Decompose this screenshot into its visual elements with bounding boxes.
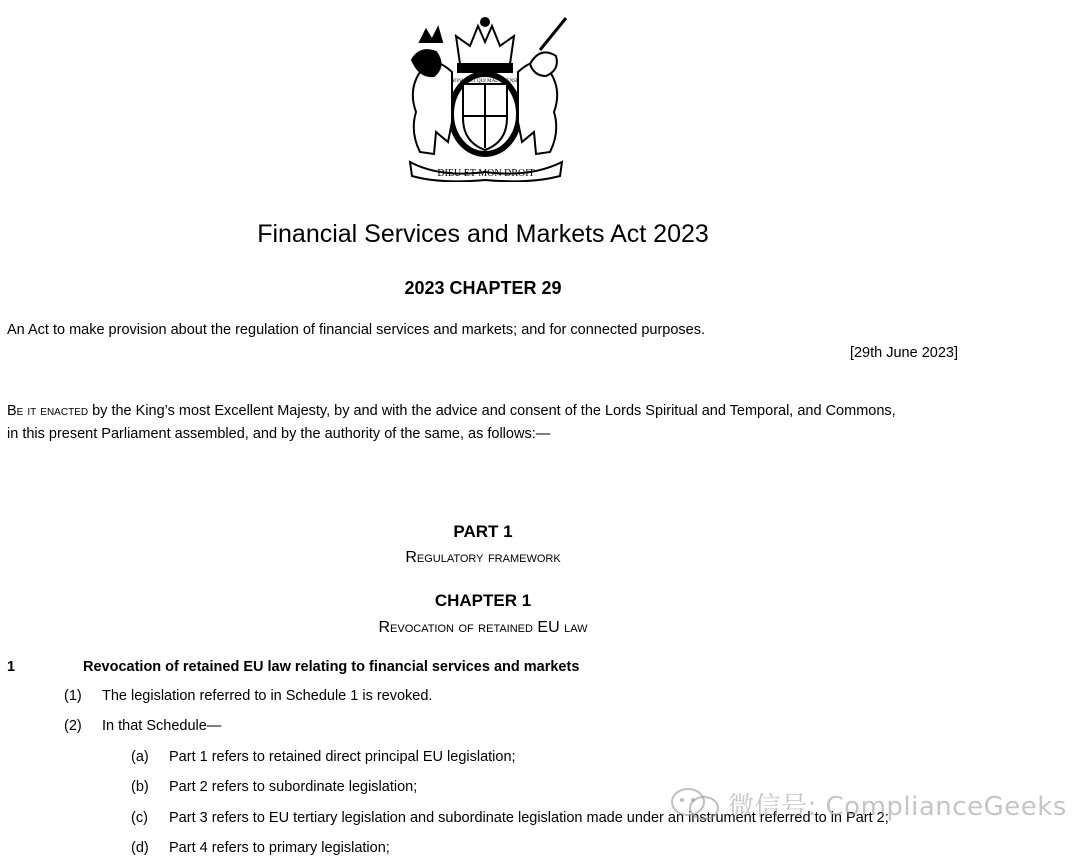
paragraph-text: Part 4 refers to primary legislation; — [169, 840, 390, 856]
long-title: An Act to make provision about the regulation of financial services and markets; and for connected purposes. — [7, 322, 706, 338]
subsection-text: The legislation referred to in Schedule 1 is revoked. — [102, 688, 433, 704]
chapter-title: Revocation of retained EU law — [378, 619, 588, 636]
crest-garter-motto: HONI SOIT QUI MAL Y PENSE — [450, 79, 520, 84]
part-title: Regulatory framework — [405, 549, 561, 566]
paragraph-label: (a) — [131, 749, 149, 765]
section-number: 1 — [7, 659, 16, 675]
subsection-text: In that Schedule— — [102, 718, 222, 734]
section-title: Revocation of retained EU law relating to financial services and markets — [83, 659, 580, 675]
subsection-label: (2) — [64, 718, 82, 734]
royal-assent-date: [29th June 2023] — [849, 345, 958, 361]
royal-coat-of-arms-drawing — [390, 12, 580, 182]
enacting-formula-line1: by the King’s most Excellent Majesty, by and with the advice and consent of the Lords Spiritual and Temporal, and Commons, — [88, 403, 896, 419]
enacting-formula — [7, 400, 965, 446]
royal-coat-of-arms — [390, 12, 580, 182]
chapter-line: 2023 CHAPTER 29 — [404, 278, 562, 298]
part-number: PART 1 — [453, 522, 513, 541]
paragraph-label: (b) — [131, 779, 149, 795]
paragraph-label: (d) — [131, 840, 149, 856]
watermark-text: 微信号: ComplianceGeeks — [728, 792, 1067, 822]
document-title: Financial Services and Markets Act 2023 — [257, 220, 709, 248]
paragraph-label: (c) — [131, 810, 148, 826]
paragraph-text: Part 3 refers to EU tertiary legislation and subordinate legislation made under an instrument referred to in Part 2; — [169, 810, 889, 826]
chapter-number: CHAPTER 1 — [434, 591, 532, 610]
enacting-formula-lead: Be it enacted — [7, 403, 89, 419]
crest-motto: DIEU ET MON DROIT — [437, 168, 535, 179]
paragraph-text: Part 2 refers to subordinate legislation; — [169, 779, 418, 795]
subsection-label: (1) — [64, 688, 82, 704]
enacting-formula-line2: in this present Parliament assembled, and by the authority of the same, as follows:— — [7, 426, 551, 442]
paragraph-text: Part 1 refers to retained direct principal EU legislation; — [169, 749, 516, 765]
